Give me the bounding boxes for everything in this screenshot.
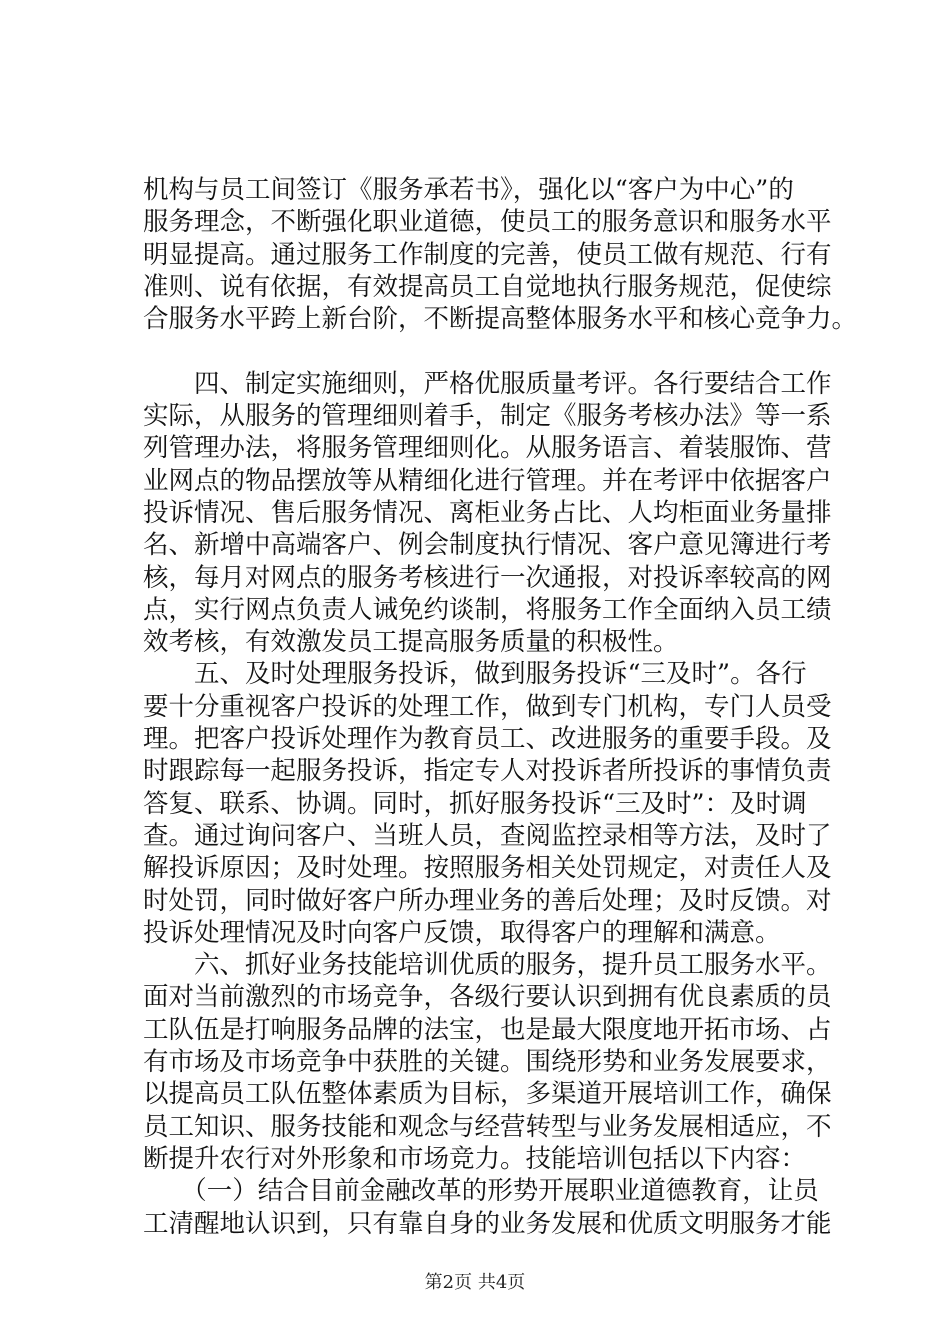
text-line: 点，实行网点负责人诫免约谈制，将服务工作全面纳入员工绩 [143, 594, 832, 625]
text-line: 断提升农行对外形象和市场竞力。技能培训包括以下内容： [143, 1143, 807, 1174]
text-line: 员工知识、服务技能和观念与经营转型与业务发展相适应，不 [143, 1111, 832, 1142]
text-line: 时跟踪每一起服务投诉，指定专人对投诉者所投诉的事情负责 [143, 756, 832, 787]
text-line: 五、及时处理服务投诉，做到服务投诉“三及时”。各行 [143, 659, 807, 690]
text-line: 有市场及市场竞争中获胜的关键。围绕形势和业务发展要求， [143, 1047, 832, 1078]
text-line: 实际，从服务的管理细则着手，制定《服务考核办法》等一系 [143, 401, 832, 432]
text-line: 列管理办法，将服务管理细则化。从服务语言、着装服饰、营 [143, 433, 832, 464]
text-line: 六、抓好业务技能培训优质的服务，提升员工服务水平。 [143, 950, 832, 981]
text-line: 投诉情况、售后服务情况、离柜业务占比、人均柜面业务量排 [143, 497, 832, 528]
text-line: 要十分重视客户投诉的处理工作，做到专门机构，专门人员受 [143, 691, 832, 722]
text-line: 答复、联系、协调。同时，抓好服务投诉“三及时”：及时调 [143, 788, 807, 819]
text-line: 核，每月对网点的服务考核进行一次通报，对投诉率较高的网 [143, 562, 832, 593]
page-number-footer: 第2页 共4页 [424, 1272, 526, 1293]
text-line: 工队伍是打响服务品牌的法宝，也是最大限度地开拓市场、占 [143, 1014, 832, 1045]
text-line: 面对当前激烈的市场竞争，各级行要认识到拥有优良素质的员 [143, 982, 832, 1013]
paragraph-gap [143, 335, 843, 367]
text-line: 理。把客户投诉处理作为教育员工、改进服务的重要手段。及 [143, 724, 832, 755]
text-line: 以提高员工队伍整体素质为目标，多渠道开展培训工作，确保 [143, 1079, 832, 1110]
text-line: 服务理念，不断强化职业道德，使员工的服务意识和服务水平 [143, 207, 832, 238]
text-line: 业网点的物品摆放等从精细化进行管理。并在考评中依据客户 [143, 465, 832, 496]
text-line: 明显提高。通过服务工作制度的完善，使员工做有规范、行有 [143, 239, 832, 270]
text-line: 查。通过询问客户、当班人员，查阅监控录相等方法，及时了 [143, 820, 832, 851]
text-line: 时处罚，同时做好客户所办理业务的善后处理；及时反馈。对 [143, 885, 832, 916]
text-line: 投诉处理情况及时向客户反馈，取得客户的理解和满意。 [143, 917, 781, 948]
text-line: 准则、说有依据，有效提高员工自觉地执行服务规范，促使综 [143, 271, 832, 302]
document-body [143, 174, 858, 1240]
text-line: 效考核，有效激发员工提高服务质量的积极性。 [143, 627, 679, 658]
text-line: 名、新增中高端客户、例会制度执行情况、客户意见簿进行考 [143, 530, 832, 561]
text-line: 机构与员工间签订《服务承若书》，强化以“客户为中心”的 [143, 175, 794, 205]
text-line: 工清醒地认识到，只有靠自身的业务发展和优质文明服务才能 [143, 1208, 832, 1239]
text-line: 四、制定实施细则，严格优服质量考评。各行要结合工作 [143, 368, 832, 399]
text-line: 合服务水平跨上新台阶，不断提高整体服务水平和核心竞争力。 [143, 304, 858, 335]
text-line: 解投诉原因；及时处理。按照服务相关处罚规定，对责任人及 [143, 853, 832, 884]
text-line: （一）结合目前金融改革的形势开展职业道德教育，让员 [143, 1176, 819, 1207]
